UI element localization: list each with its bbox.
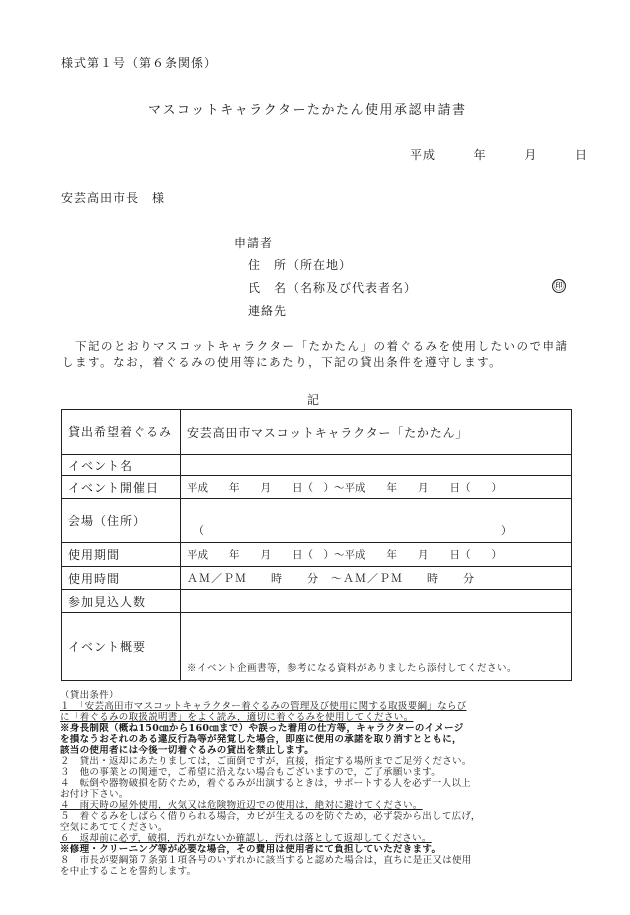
condition-line: に「着ぐるみの取扱説明書」をよく読み，適切に着ぐるみを使用してください。 [60,712,414,723]
addressee: 安芸高田市長 様 [61,191,166,205]
applicant-contact-label: 連絡先 [248,304,288,318]
row-value-costume: 安芸高田市マスコットキャラクター「たかたん」 [181,410,572,455]
table-row [62,455,572,476]
seal-mark: ㊞ [553,279,565,292]
date-month: 月 [524,148,538,162]
condition-line: ３ 他の事業との関連で，ご希望に沿えない場合もございますので，ご了承願います。 [60,767,442,778]
condition-line: １ 「安芸高田市マスコットキャラクター着ぐるみの管理及び使用に関する取扱要綱」ならび [60,701,467,712]
table-row [62,567,572,590]
date-year: 年 [473,148,487,162]
condition-line: ５ 着ぐるみをしばらく借りられる場合，カビが生えるのを防ぐため，必ず袋から出して広げ， [60,811,481,822]
table-row [62,590,572,613]
form-number: 様式第１号（第６条関係） [61,56,218,70]
table-row [62,476,572,499]
table-row [62,613,572,681]
condition-line: ６ 返却前に必ず，破損，汚れがないか確認し，汚れは落として返却してください。 [60,833,432,844]
row-label-costume: 貸出希望着ぐるみ [62,410,181,455]
condition-line: を中止することを誓約します。 [60,866,197,877]
row-value-usage-time[interactable]: ＡＭ／ＰＭ 時 分 ～ＡＭ／ＰＭ 時 分 [181,567,572,590]
condition-line: ２ 貸出・返却にあたりましては，ご面倒ですが，直接，指定する場所までご足労ください。 [60,756,472,767]
row-value-event-name[interactable] [181,455,572,476]
ki-heading: 記 [307,393,321,407]
table-row [62,410,572,455]
row-label-event-name: イベント名 [62,455,181,476]
row-value-event-date[interactable]: 平成 年 月 日（ ）～平成 年 月 日（ ） [181,476,572,499]
row-value-attendance[interactable] [181,590,572,613]
row-label-event-summary: イベント概要 [62,613,181,681]
date-era: 平成 [410,148,437,162]
applicant-name-label: 氏 名（名称及び代表者名） [248,281,418,295]
date-day: 日 [575,148,589,162]
application-form-table [61,409,572,681]
row-value-venue[interactable]: （ ） [181,499,572,543]
row-value-usage-period[interactable]: 平成 年 月 日（ ）～平成 年 月 日（ ） [181,543,572,567]
condition-line: ４ 転倒や器物破損を防ぐため，着ぐるみが出演するときは，サポートする人を必ず一人以上 [60,778,471,789]
condition-line: ※修理・クリーニング等が必要な場合，その費用は使用者にて負担していただきます。 [60,844,442,855]
condition-line: ４ 雨天時の屋外使用，火気又は危険物近辺での使用は，絶対に避けてください。 [60,800,423,811]
row-value-event-summary-note[interactable]: ※イベント企画書等，参考になる資料がありましたら添付してください。 [181,613,572,681]
row-label-usage-time: 使用時間 [62,567,181,590]
condition-line: ※身長制限（概ね150㎝から160㎝まで）や誤った着用の仕方等，キャラクターのイメージ [60,723,464,734]
condition-line: ８ 市長が要綱第７条第１項各号のいずれかに該当すると認めた場合は，直ちに是正又は使用 [60,855,472,866]
applicant-address-label: 住 所（所在地） [248,258,353,272]
application-statement: 下記のとおりマスコットキャラクター「たかたん」の着ぐるみを使用したいので申請します。なお，着ぐるみの使用等にあたり，下記の貸出条件を遵守します。 [62,339,569,369]
lending-conditions [60,690,576,877]
row-label-attendance: 参加見込人数 [62,590,181,613]
document-title: マスコットキャラクターたかたん使用承認申請書 [148,103,467,118]
condition-line: 該当の使用者には今後一切着ぐるみの貸出を禁止します。 [60,745,315,756]
row-label-usage-period: 使用期間 [62,543,181,567]
table-row [62,543,572,567]
date-line [410,146,588,163]
condition-line: お付け下さい。 [60,789,129,800]
condition-line: を損なうおそれのある違反行為等が発覚した場合，即座に使用の承諾を取り消すとともに， [60,734,462,745]
table-row [62,499,572,543]
row-label-venue: 会場（住所） [62,499,181,543]
applicant-heading: 申請者 [234,236,274,250]
conditions-heading: （貸出条件） [60,690,119,701]
row-label-event-date: イベント開催日 [62,476,181,499]
condition-line: 空気にあててください。 [60,822,168,833]
